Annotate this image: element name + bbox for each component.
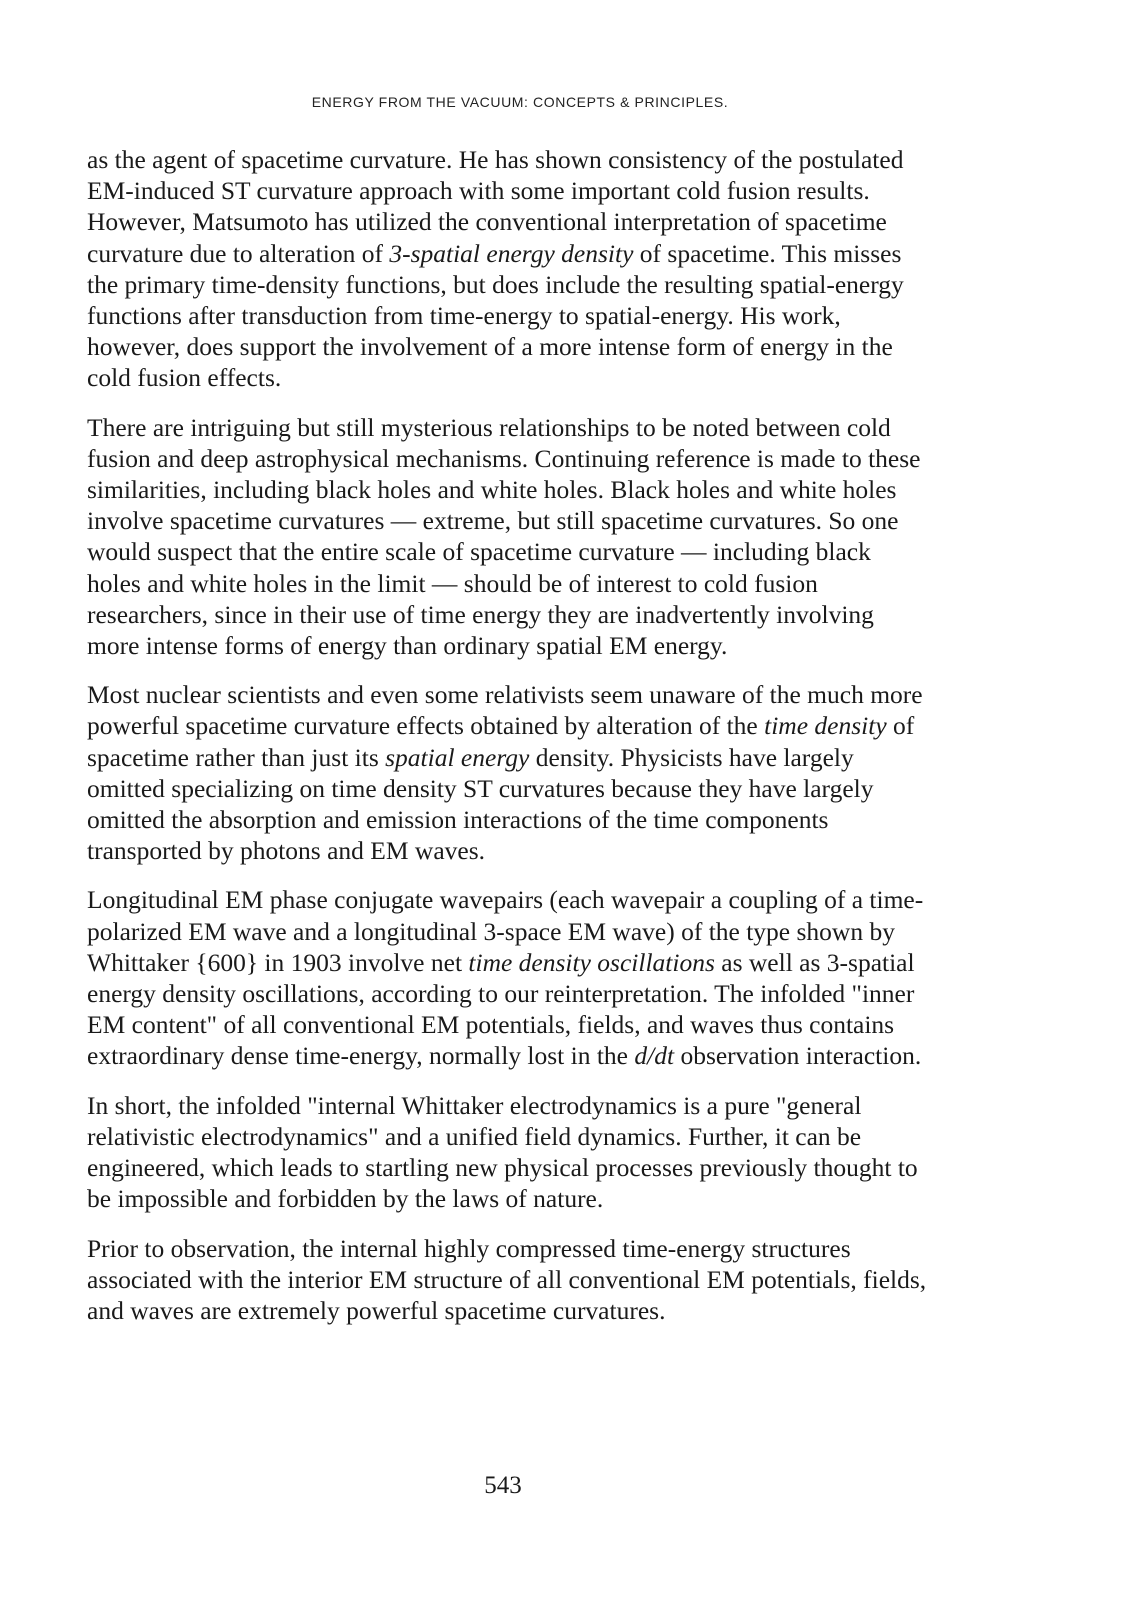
page-number: 543 xyxy=(484,1472,522,1499)
paragraph-4-segment-2: time density oscillations xyxy=(468,947,715,977)
paragraph-1-segment-3: of spacetime. This misses the primary time-density functions, but does include the resulting spatial-energy functions after transduction from time-energy to spatial-energy. His work, however, does support the involvement of a more intense form of energy in the cold fusion effects. xyxy=(87,238,904,393)
running-header: ENERGY FROM THE VACUUM: CONCEPTS & PRINCIPLES. xyxy=(311,94,729,110)
paragraph-4-segment-3: as well as 3-spatial energy density oscillations, according to our reinterpretation. The infolded "inner EM content" of all conventional EM potentials, fields, and waves thus contains extraordinary dense time-energy, normally lost in the xyxy=(87,947,915,1071)
paragraph-4 xyxy=(87,884,927,1071)
paragraph-2 xyxy=(87,412,927,662)
paragraph-3-segment-2: time density xyxy=(764,711,887,741)
paragraph-3 xyxy=(87,679,927,866)
paragraph-6 xyxy=(87,1233,927,1327)
paragraph-4-segment-1: Longitudinal EM phase conjugate wavepairs (each wavepair a coupling of a time-polarized EM wave and a longitudinal 3-space EM wave) of the type shown by Whittaker {600} in 1903 involve net xyxy=(87,885,924,977)
paragraph-1-segment-2: 3-spatial energy density xyxy=(389,238,634,268)
paragraph-3-segment-3: of spacetime rather than just its xyxy=(87,711,915,772)
paragraph-4-segment-4: d/dt xyxy=(634,1041,675,1071)
paragraph-2-segment-1: There are intriguing but still mysterious relationships to be noted between cold fusion and deep astrophysical mechanisms. Continuing reference is made to these similarities, including black holes and white holes. Black holes and white holes involve spacetime curvatures — extreme, but still spacetime curvatures. So one would suspect that the entire scale of spacetime curvature — including black holes and white holes in the limit — should be of interest to cold fusion researchers, since in their use of time energy they are inadvertently involving more intense forms of energy than ordinary spatial EM energy. xyxy=(87,412,921,661)
paragraph-6-segment-1: Prior to observation, the internal highly compressed time-energy structures associated with the interior EM structure of all conventional EM potentials, fields, and waves are extremely powerful spacetime curvatures. xyxy=(87,1233,927,1325)
paragraph-5-segment-1: In short, the infolded "internal Whittaker electrodynamics is a pure "general relativistic electrodynamics" and a unified field dynamics. Further, it can be engineered, which leads to startling new physical processes previously thought to be impossible and forbidden by the laws of nature. xyxy=(87,1090,918,1214)
paragraph-3-segment-1: Most nuclear scientists and even some relativists seem unaware of the much more powerful spacetime curvature effects obtained by alteration of the xyxy=(87,680,923,741)
paragraph-1-segment-1: as the agent of spacetime curvature. He has shown consistency of the postulated EM-induced ST curvature approach with some important cold fusion results. However, Matsumoto has utilized the conventional interpretation of spacetime curvature due to alteration of xyxy=(87,145,904,268)
body-text xyxy=(87,144,927,1344)
paragraph-5 xyxy=(87,1090,927,1215)
paragraph-1 xyxy=(87,144,927,394)
paragraph-3-segment-5: density. Physicists have largely omitted specializing on time density ST curvatures because they have largely omitted the absorption and emission interactions of the time components transported by photons and EM waves. xyxy=(87,742,874,866)
paragraph-4-segment-5: observation interaction. xyxy=(674,1041,922,1071)
paragraph-3-segment-4: spatial energy xyxy=(385,742,530,772)
